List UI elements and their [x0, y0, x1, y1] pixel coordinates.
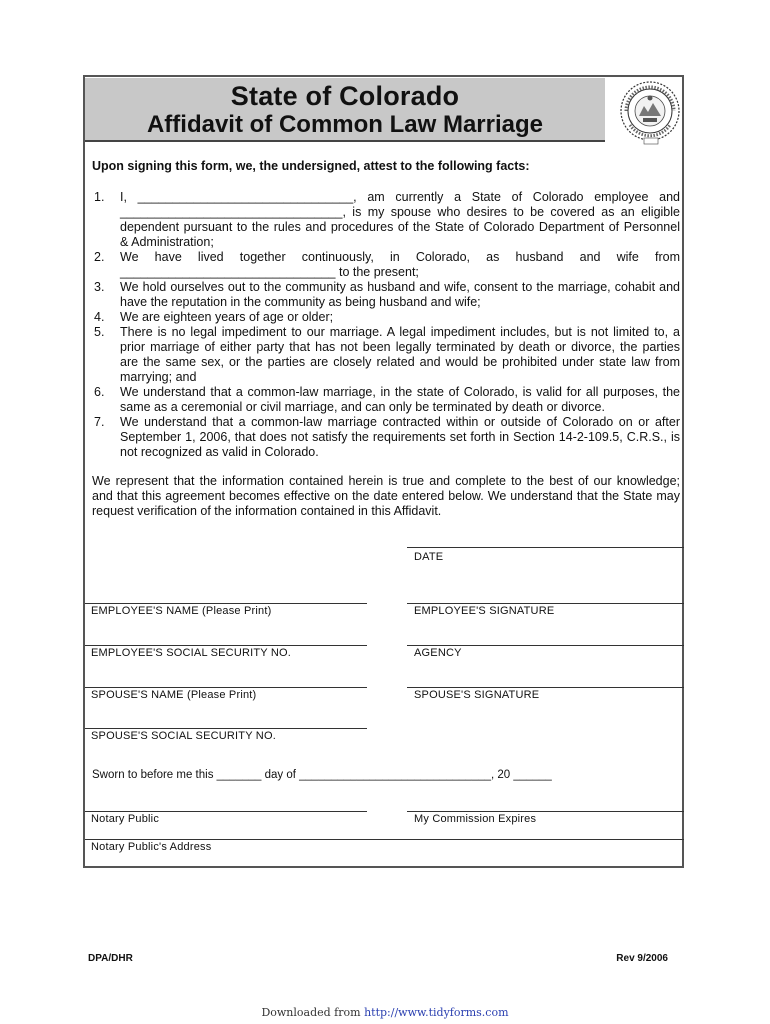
agency-label: AGENCY: [414, 647, 462, 659]
list-item-number: 7.: [94, 415, 105, 429]
employee-name-line[interactable]: [85, 603, 367, 604]
employee-ssn-label: EMPLOYEE'S SOCIAL SECURITY NO.: [91, 647, 292, 659]
list-item-line: We understand that a common-law marriage, in the state of Colorado, is valid for all purposes, the: [120, 385, 680, 399]
list-item-number: 1.: [94, 190, 105, 204]
page-title: State of Colorado: [230, 81, 460, 111]
download-credit: [0, 1006, 770, 1019]
facts-list: [92, 190, 680, 460]
list-item-line: prior marriage of either party that has not been legally terminated by death or divorce, the parties: [120, 340, 680, 354]
list-item: [92, 415, 680, 460]
notary-public-line[interactable]: [85, 811, 367, 812]
spouse-name-label: SPOUSE'S NAME (Please Print): [91, 689, 257, 701]
date-line[interactable]: [407, 547, 684, 548]
notary-address-line[interactable]: [85, 839, 407, 840]
list-item: [92, 250, 680, 280]
list-item-line: are the same sex, or the parties are closely related and would be prohibited under state law from: [120, 355, 680, 369]
list-item-number: 4.: [94, 310, 105, 324]
list-item-line: I, _______________________________, am currently a State of Colorado employee and: [120, 190, 680, 204]
list-item-line: We understand that a common-law marriage contracted within or outside of Colorado on or after: [120, 415, 680, 429]
list-item: [92, 280, 680, 310]
list-item-line: have the reputation in the community as being husband and wife;: [120, 295, 481, 309]
list-item-line: We are eighteen years of age or older;: [120, 310, 334, 324]
intro-statement: Upon signing this form, we, the undersigned, attest to the following facts:: [92, 159, 530, 173]
representation-statement: [92, 474, 680, 519]
list-item-line: September 1, 2006, that does not satisfy the requirements set forth in Section 14-2-109.5, C.R.S., is: [120, 430, 680, 444]
statement-line: We represent that the information contained herein is true and complete to the best of our knowledge;: [92, 474, 680, 488]
list-item-line: We hold ourselves out to the community as husband and wife, consent to the marriage, cohabit and: [120, 280, 680, 294]
list-item-line: ________________________________, is my spouse who desires to be covered as an eligible: [120, 205, 680, 219]
download-link[interactable]: http://www.tidyforms.com: [364, 1006, 509, 1019]
commission-expires-label: My Commission Expires: [414, 813, 537, 825]
list-item-line: marrying; and: [120, 370, 197, 384]
list-item-line: same as a ceremonial or civil marriage, and can only be terminated by death or divorce.: [120, 400, 605, 414]
list-item: [92, 325, 680, 385]
spouse-signature-label: SPOUSE'S SIGNATURE: [414, 689, 540, 701]
spouse-ssn-line[interactable]: [85, 728, 367, 729]
list-item-number: 5.: [94, 325, 105, 339]
employee-signature-label: EMPLOYEE'S SIGNATURE: [414, 605, 555, 617]
download-prefix: Downloaded from: [261, 1006, 365, 1019]
employee-ssn-line[interactable]: [85, 645, 367, 646]
page-subtitle: Affidavit of Common Law Marriage: [146, 111, 544, 138]
notary-public-label: Notary Public: [91, 813, 160, 825]
date-label: DATE: [414, 551, 444, 563]
list-item: [92, 385, 680, 415]
notary-address-label: Notary Public's Address: [91, 841, 212, 853]
list-item-line: We have lived together continuously, in Colorado, as husband and wife from: [120, 250, 680, 264]
notary-address-line-right[interactable]: [407, 839, 684, 840]
spouse-name-line[interactable]: [85, 687, 367, 688]
state-seal-icon: [606, 78, 682, 148]
list-item: [92, 310, 680, 325]
list-item-line: There is no legal impediment to our marriage. A legal impediment includes, but is not limited to, a: [120, 325, 680, 339]
list-item-line: _______________________________ to the present;: [120, 265, 419, 279]
employee-signature-line[interactable]: [407, 603, 684, 604]
form-code: DPA/DHR: [88, 953, 133, 964]
list-item-line: & Administration;: [120, 235, 214, 249]
statement-line: request verification of the information contained in this Affidavit.: [92, 504, 442, 518]
spouse-ssn-label: SPOUSE'S SOCIAL SECURITY NO.: [91, 730, 276, 742]
sworn-statement: Sworn to before me this _______ day of ______________________________, 20 ______: [92, 769, 552, 781]
commission-expires-line[interactable]: [407, 811, 684, 812]
statement-line: and that this agreement becomes effective on the date entered below. We understand that the State may: [92, 489, 680, 503]
agency-line[interactable]: [407, 645, 684, 646]
list-item: [92, 190, 680, 250]
list-item-line: not recognized as valid in Colorado.: [120, 445, 319, 459]
list-item-line: dependent pursuant to the rules and procedures of the State of Colorado Department of Personnel: [120, 220, 680, 234]
list-item-number: 6.: [94, 385, 105, 399]
title-banner: [85, 78, 605, 142]
list-item-number: 3.: [94, 280, 105, 294]
revision-date: Rev 9/2006: [616, 953, 668, 964]
spouse-signature-line[interactable]: [407, 687, 684, 688]
employee-name-label: EMPLOYEE'S NAME (Please Print): [91, 605, 272, 617]
list-item-number: 2.: [94, 250, 105, 264]
